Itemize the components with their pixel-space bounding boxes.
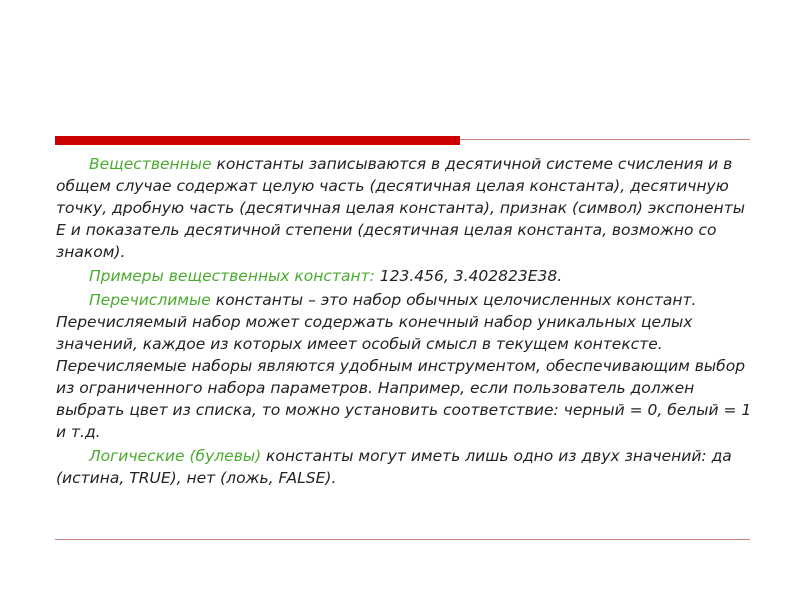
term-enum-constants: Перечислимые	[89, 291, 211, 309]
term-real-constants: Вещественные	[89, 155, 212, 173]
paragraph-real-constants	[56, 153, 756, 263]
paragraph-enum-constants	[56, 289, 756, 443]
top-thin-rule	[460, 139, 750, 140]
top-accent-bar	[55, 136, 460, 145]
term-boolean-constants: Логические (булевы)	[89, 447, 262, 465]
paragraph-text: 123.456, 3.402823E38.	[374, 267, 563, 285]
slide-body	[56, 153, 756, 491]
paragraph-text: константы – это набор обычных целочисленных констант. Перечисляемый набор может содержать конечный набор уникальных целых значений, каждое из которых имеет особый смысл в текущем контексте. Перечисляемые наборы являются удобным инструментом, обеспечивающим выбор из ограниченного набора параметров. Например, если пользователь должен выбрать цвет из списка, то можно установить соответствие: черный = 0, белый = 1 и т.д.	[56, 291, 752, 441]
bottom-thin-rule	[55, 539, 750, 540]
paragraph-boolean-constants	[56, 445, 756, 489]
paragraph-real-examples	[56, 265, 756, 287]
paragraph-text: константы могут иметь лишь одно из двух значений: да (истина, TRUE), нет (ложь, FALSE).	[56, 447, 732, 487]
term-real-examples: Примеры вещественных констант:	[89, 267, 375, 285]
paragraph-text: константы записываются в десятичной системе счисления и в общем случае содержат целую часть (десятичная целая константа), десятичную точку, дробную часть (десятичная целая константа), признак (символ) экспоненты E и показатель десятичной степени (десятичная целая константа, возможно со знаком).	[56, 155, 745, 261]
